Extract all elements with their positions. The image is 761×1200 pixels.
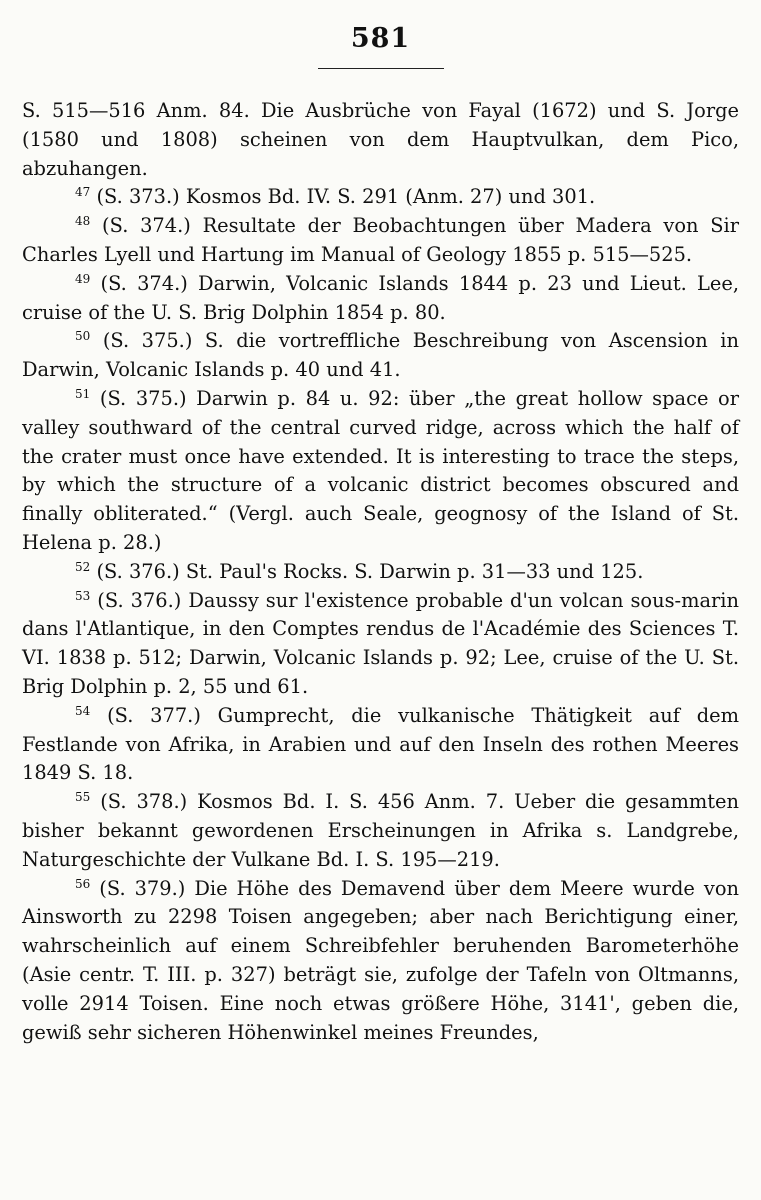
footnote-text: (S. 374.) Resultate der Beobachtungen über Madera von Sir Charles Lyell und Hartung im Manual of Geology 1855 p. 515—525. <box>22 214 739 266</box>
footnote-text: (S. 375.) S. die vortreffliche Beschreibung von Ascension in Darwin, Volcanic Islands p. 40 und 41. <box>22 329 739 382</box>
footnote-number: 47 <box>75 185 91 200</box>
footnote-51 <box>22 385 739 558</box>
footnote-55 <box>22 788 739 874</box>
page-number: 581 <box>350 23 411 54</box>
footnotes <box>22 97 739 1047</box>
footnote-text: (S. 378.) Kosmos Bd. I. S. 456 Anm. 7. Ueber die gesammten bisher bekannt gewordenen Erscheinungen in Afrika s. Landgrebe, Naturgeschichte der Vulkane Bd. I. S. 195—219. <box>22 790 739 871</box>
footnote-number: 52 <box>75 559 91 574</box>
footnote-48 <box>22 212 739 270</box>
footnote-number: 51 <box>75 386 91 401</box>
footnote-text: (S. 376.) St. Paul's Rocks. S. Darwin p. 31—33 und 125. <box>96 559 644 583</box>
footnote-text: (S. 376.) Daussy sur l'existence probable d'un volcan sous-marin dans l'Atlantique, in den Comptes rendus de l'Académie des Sciences T. VI. 1838 p. 512; Darwin, Volcanic Islands p. 92; Lee, cruise of the U. St. Brig Dolphin p. 2, 55 und 61. <box>22 588 739 698</box>
footnote-52 <box>22 558 739 587</box>
header-rule <box>318 68 444 69</box>
footnote-number: 53 <box>75 588 91 603</box>
footnote-number: 54 <box>75 703 91 718</box>
footnote-continuation: S. 515—516 Anm. 84. Die Ausbrüche von Fayal (1672) und S. Jorge (1580 und 1808) scheinen von dem Hauptvulkan, dem Pico, abzuhangen. <box>22 99 739 180</box>
footnote-number: 49 <box>75 271 91 286</box>
footnote-text: (S. 373.) Kosmos Bd. IV. S. 291 (Anm. 27) und 301. <box>96 185 596 209</box>
footnote-text: (S. 374.) Darwin, Volcanic Islands 1844 p. 23 und Lieut. Lee, cruise of the U. S. Brig Dolphin 1854 p. 80. <box>22 271 739 324</box>
footnote-text: (S. 379.) Die Höhe des Demavend über dem Meere wurde von Ainsworth zu 2298 Toisen angegeben; aber nach Berichtigung einer, wahrscheinlich auf einem Schreibfehler beruhenden Barometerhöhe (Asie centr. T. III. p. 327) beträgt sie, zufolge der Tafeln von Oltmanns, volle 2914 Toisen. Eine noch etwas größere Höhe, 3141', geben die, gewiß sehr sicheren Höhenwinkel meines Freundes, <box>22 876 739 1044</box>
footnote-49 <box>22 270 739 328</box>
footnote-50 <box>22 327 739 385</box>
footnote-54 <box>22 702 739 788</box>
footnote-number: 50 <box>75 329 91 344</box>
footnote-number: 55 <box>75 790 91 805</box>
footnote-47 <box>22 183 739 212</box>
footnote-number: 48 <box>75 214 91 229</box>
footnote-56 <box>22 875 739 1048</box>
footnote-text: (S. 377.) Gumprecht, die vulkanische Thätigkeit auf dem Festlande von Afrika, in Arabien und auf den Inseln des rothen Meeres 1849 S. 18. <box>22 703 739 785</box>
footnote-text: (S. 375.) Darwin p. 84 u. 92: über „the great hollow space or valley southward of the central curved ridge, across which the half of the crater must once have extended. It is interesting to trace the steps, by which the structure of a volcanic district becomes obscured and finally obliterated.“ (Vergl. auch Seale, geognosy of the Island of St. Helena p. 28.) <box>22 386 739 554</box>
footnote-53 <box>22 587 739 702</box>
footnote-number: 56 <box>75 876 91 891</box>
